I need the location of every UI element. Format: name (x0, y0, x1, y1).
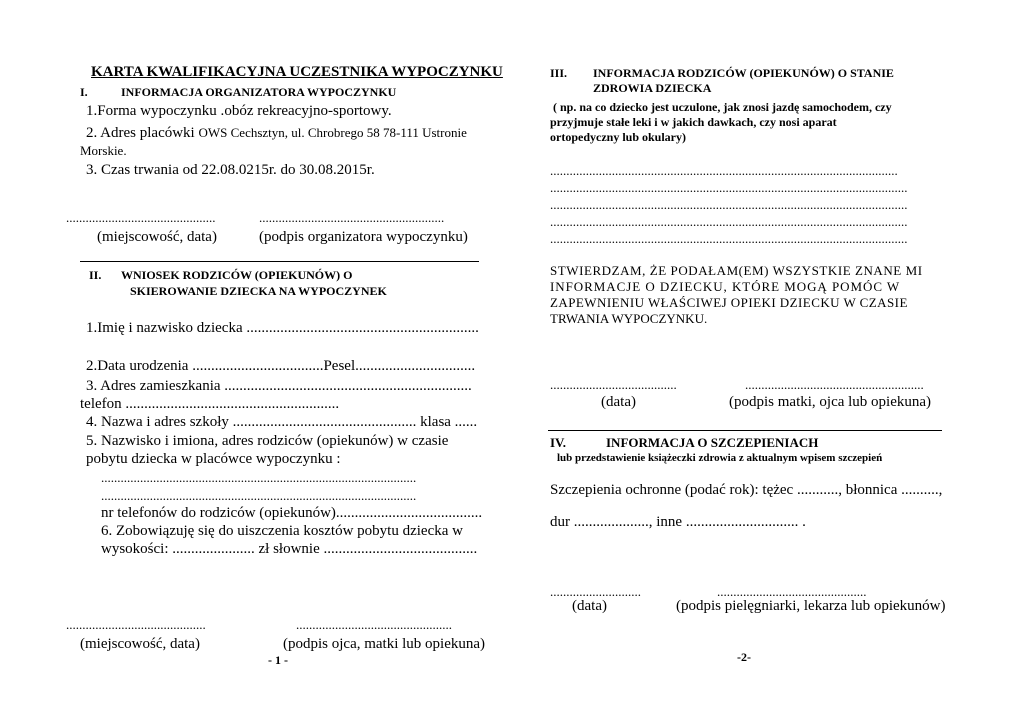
section-4-note: lub przedstawienie książeczki zdrowia z aktualnym wpisem szczepień (557, 452, 883, 464)
stwierdzam-line-2: INFORMACJE O DZIECKU, KTÓRE MOGĄ POMÓC W (550, 279, 901, 294)
adres-label: 2. Adres placówki (86, 125, 199, 141)
zobowiazanie-kwota-field[interactable]: wysokości: ...................... zł słownie ......................................... (101, 541, 478, 557)
stwierdzam-line-3: ZAPEWNIENIU WŁAŚCIWEJ OPIEKI DZIECKU W CZASIE (550, 295, 908, 310)
signature-line-date-3: ....................................... (550, 377, 677, 392)
section-2-number: II. (89, 268, 102, 282)
telefon-field[interactable]: telefon ......................................................... (80, 396, 340, 412)
rodzice-dots-line-1[interactable]: ................................................................................................. (101, 470, 417, 485)
stwierdzam-line-4: TRWANIA WYPOCZYNKU. (550, 311, 708, 326)
page-number-2: -2- (737, 650, 751, 664)
adres-zamieszkania-field[interactable]: 3. Adres zamieszkania .................................................................. (86, 378, 472, 394)
section-3-number: III. (550, 66, 568, 80)
health-dots-line-2[interactable]: .............................................................................................................. (550, 180, 908, 195)
dur-inne-field[interactable]: dur ...................., inne .............................. . (550, 514, 806, 530)
signature-label-place-date-2: (miejscowość, data) (80, 636, 200, 652)
section-1-title: INFORMACJA ORGANIZATORA WYPOCZYNKU (121, 85, 397, 99)
section-3-title-line-2: ZDROWIA DZIECKA (593, 81, 712, 95)
health-dots-line-4[interactable]: .............................................................................................................. (550, 214, 908, 229)
signature-line-parent-2: ....................................................... (745, 377, 924, 392)
signature-line-place-date: .............................................. (66, 210, 216, 225)
signature-label-organizer: (podpis organizatora wypoczynku) (259, 229, 468, 245)
forma-label: 1.Forma wypoczynku . (86, 103, 225, 119)
rodzice-dots-line-2[interactable]: ................................................................................................. (101, 488, 417, 503)
signature-label-date-4: (data) (572, 598, 607, 614)
form-title: KARTA KWALIFIKACYJNA UCZESTNIKA WYPOCZYNKU (91, 64, 503, 80)
forma-wypoczynku (86, 103, 392, 120)
szkola-klasa-field[interactable]: 4. Nazwa i adres szkoły ................................................. klasa ...... (86, 414, 478, 430)
signature-label-place-date: (miejscowość, data) (97, 229, 217, 245)
rodzice-label-line-1: 5. Nazwisko i imiona, adres rodziców (opiekunów) w czasie (86, 433, 449, 449)
signature-label-parent: (podpis ojca, matki lub opiekuna) (283, 636, 486, 652)
signature-label-parent-2: (podpis matki, ojca lub opiekuna) (729, 394, 932, 410)
data-urodzenia-pesel-field[interactable]: 2.Data urodzenia ...................................Pesel................................ (86, 358, 476, 374)
section-1-number: I. (80, 85, 88, 99)
nr-telefonow-field[interactable]: nr telefonów do rodziców (opiekunów)....................................... (101, 505, 483, 521)
signature-line-nurse: .............................................. (717, 584, 867, 599)
forma-value: obóz rekreacyjno-sportowy. (224, 103, 392, 119)
signature-label-date-3: (data) (601, 394, 636, 410)
zobowiazanie-line-1: 6. Zobowiązuję się do uiszczenia kosztów pobytu dziecka w (101, 523, 463, 539)
section-2-title-line-2: SKIEROWANIE DZIECKA NA WYPOCZYNEK (130, 284, 387, 298)
czas-trwania: 3. Czas trwania od 22.08.0215r. do 30.08.2015r. (86, 162, 375, 178)
adres-value-1: OWS Cechsztyn, ul. Chrobrego 58 78-111 Ustronie (198, 125, 467, 140)
stwierdzam-line-1: STWIERDZAM, ŻE PODAŁAM(EM) WSZYSTKIE ZNANE MI (550, 263, 923, 278)
szczepienia-field[interactable]: Szczepienia ochronne (podać rok): tężec ..........., błonnica .........., (550, 482, 943, 498)
section-3-note-line-1: ( np. na co dziecko jest uczulone, jak znosi jazdę samochodem, czy (553, 100, 892, 114)
signature-line-parent: ................................................ (296, 617, 452, 632)
section-3-note-line-2: przyjmuje stałe leki i w jakich dawkach, czy nosi aparat (550, 115, 837, 129)
signature-label-nurse: (podpis pielęgniarki, lekarza lub opiekunów) (676, 598, 946, 614)
section-4-title: INFORMACJA O SZCZEPIENIACH (606, 435, 819, 450)
section-divider-2 (548, 430, 942, 431)
adres-placowki (86, 124, 467, 142)
rodzice-label-line-2: pobytu dziecka w placówce wypoczynku : (86, 451, 341, 467)
page-number-1: - 1 - (268, 653, 288, 667)
section-3-title-line-1: INFORMACJA RODZICÓW (OPIEKUNÓW) O STANIE (593, 66, 894, 80)
section-divider (80, 261, 479, 262)
section-3-note-line-3: ortopedyczny lub okulary) (550, 130, 687, 144)
imie-nazwisko-field[interactable]: 1.Imię i nazwisko dziecka .............................................................. (86, 320, 479, 336)
signature-line-organizer: ......................................................... (259, 210, 445, 225)
signature-line-date-4: ............................ (550, 584, 641, 599)
signature-line-place-date-2: ........................................... (66, 617, 206, 632)
health-dots-line-3[interactable]: .............................................................................................................. (550, 197, 908, 212)
health-dots-line-5[interactable]: .............................................................................................................. (550, 231, 908, 246)
adres-value-2: Morskie. (80, 143, 127, 158)
section-4-number: IV. (550, 435, 567, 450)
section-2-title-line-1: WNIOSEK RODZICÓW (OPIEKUNÓW) O (121, 268, 353, 282)
health-dots-line-1[interactable]: ........................................................................................................... (550, 163, 898, 178)
